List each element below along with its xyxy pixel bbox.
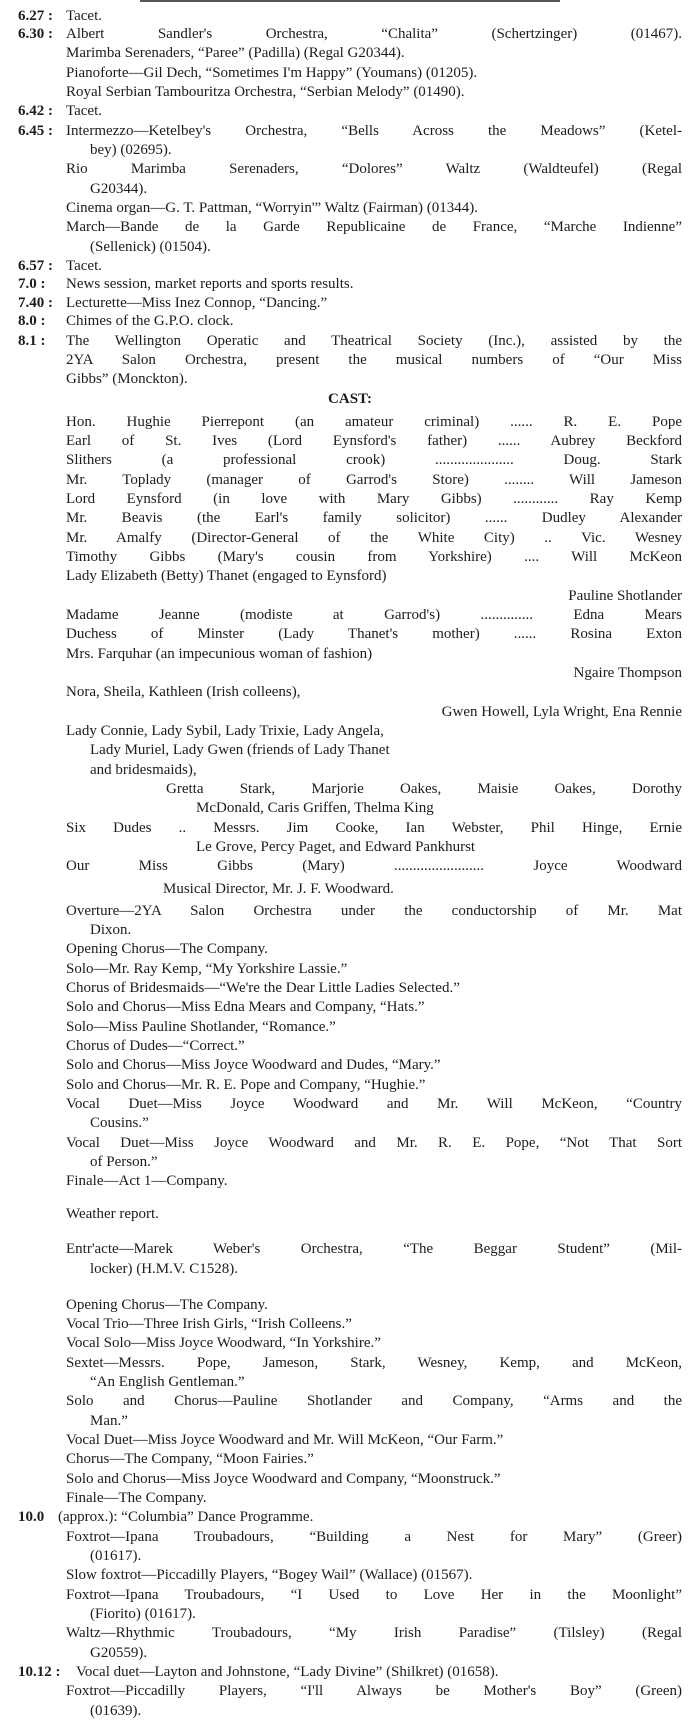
line-text: Gretta Stark, Marjorie Oakes, Maisie Oakes, Dorothy [166, 781, 682, 797]
line-text: CAST: [328, 391, 372, 407]
line-text: Solo—Mr. Ray Kemp, “My Yorkshire Lassie.” [66, 961, 348, 977]
programme-line [18, 624, 682, 644]
programme-line [18, 1681, 682, 1701]
programme-line [18, 256, 682, 276]
time-stamp: 6.30 : [18, 26, 53, 42]
line-text: Dixon. [90, 922, 132, 938]
programme-line [18, 1488, 682, 1508]
programme-line [18, 1662, 682, 1682]
programme-line [18, 997, 682, 1017]
line-text: Ngaire Thompson [573, 665, 682, 681]
time-stamp: 6.57 : [18, 258, 53, 274]
line-text: Vocal Duet—Miss Joyce Woodward and Mr. Will McKeon, “Our Farm.” [66, 1432, 504, 1448]
line-text: Lady Muriel, Lady Gwen (friends of Lady Thanet [90, 742, 390, 758]
programme-line [18, 6, 682, 26]
programme-line [18, 779, 682, 799]
programme-line [18, 63, 682, 83]
programme-line [18, 1333, 682, 1353]
top-rule [140, 0, 560, 2]
programme-line [18, 508, 682, 528]
line-text: Royal Serbian Tambouritza Orchestra, “Serbian Melody” (01490). [66, 84, 465, 100]
line-text: Solo and Chorus—Miss Joyce Woodward and Dudes, “Mary.” [66, 1057, 441, 1073]
line-text: Lady Connie, Lady Sybil, Lady Trixie, Lady Angela, [66, 723, 384, 739]
line-text: Gwen Howell, Lyla Wright, Ena Rennie [441, 704, 682, 720]
programme-line [18, 1094, 682, 1114]
line-text: News session, market reports and sports results. [66, 276, 354, 292]
line-text: Cousins.” [90, 1115, 149, 1131]
programme-line [18, 350, 682, 370]
line-text: Pauline Shotlander [568, 588, 682, 604]
time-stamp: 10.0 [18, 1509, 45, 1525]
programme-line [18, 431, 682, 451]
programme-line [18, 798, 682, 818]
programme-line [18, 978, 682, 998]
line-text: Chorus—The Company, “Moon Fairies.” [66, 1451, 314, 1467]
line-text: Musical Director, Mr. J. F. Woodward. [163, 881, 394, 897]
programme-line [18, 1527, 682, 1547]
programme-line [18, 1353, 682, 1373]
programme-line [18, 311, 682, 331]
line-text: Albert Sandler's Orchestra, “Chalita” (Schertzinger) (01467). [66, 26, 682, 42]
line-text: Entr'acte—Marek Weber's Orchestra, “The Beggar Student” (Mil- [66, 1241, 682, 1257]
programme-line [18, 1113, 682, 1133]
line-text: G20344). [90, 181, 148, 197]
programme-line [18, 1295, 682, 1315]
programme-line [18, 818, 682, 838]
programme-line [18, 82, 682, 102]
line-text: Lord Eynsford (in love with Mary Gibbs) ............ Ray Kemp [66, 491, 682, 507]
line-text: (01617). [90, 1548, 142, 1564]
programme-line [18, 1469, 682, 1489]
line-text: Pianoforte—Gil Dech, “Sometimes I'm Happy” (Youmans) (01205). [66, 65, 478, 81]
time-stamp: 7.40 : [18, 295, 53, 311]
programme-line [18, 1604, 682, 1624]
programme-line [18, 740, 682, 760]
programme-line [18, 237, 682, 257]
line-text: and bridesmaids), [90, 762, 197, 778]
programme-line [18, 1133, 682, 1153]
line-text: Foxtrot—Ipana Troubadours, “Building a Nest for Mary” (Greer) [66, 1529, 682, 1545]
programme-line [18, 586, 682, 606]
programme-line [18, 644, 682, 664]
line-text: Mrs. Farquhar (an impecunious woman of fashion) [66, 646, 373, 662]
programme-line [18, 1152, 682, 1172]
time-stamp: 6.27 : [18, 8, 53, 24]
line-text: Slow foxtrot—Piccadilly Players, “Bogey Wail” (Wallace) (01567). [66, 1567, 473, 1583]
programme-line [18, 1239, 682, 1259]
line-text: Chimes of the G.P.O. clock. [66, 313, 234, 329]
programme-line [18, 1701, 682, 1721]
programme-line [18, 1372, 682, 1392]
programme-line [18, 470, 682, 490]
programme-line [18, 140, 682, 160]
line-text: Timothy Gibbs (Mary's cousin from Yorkshire) .... Will McKeon [66, 549, 682, 565]
time-stamp: 8.1 : [18, 333, 46, 349]
line-text: Lady Elizabeth (Betty) Thanet (engaged to Eynsford) [66, 568, 387, 584]
programme-line [18, 101, 682, 121]
line-text: Cinema organ—G. T. Pattman, “Worryin'” Waltz (Fairman) (01344). [66, 200, 478, 216]
programme-line [18, 1036, 682, 1056]
line-text: Mr. Beavis (the Earl's family solicitor) ...... Dudley Alexander [66, 510, 682, 526]
line-text: Le Grove, Percy Paget, and Edward Pankhurst [196, 839, 476, 855]
programme-line [18, 837, 682, 857]
line-text: Opening Chorus—The Company. [66, 941, 268, 957]
time-stamp: 6.42 : [18, 103, 53, 119]
line-text: “An English Gentleman.” [90, 1374, 245, 1390]
line-text: (Sellenick) (01504). [90, 239, 211, 255]
programme-line [18, 1259, 682, 1279]
time-stamp: 7.0 : [18, 276, 46, 292]
programme-line [18, 412, 682, 432]
programme-line [18, 450, 682, 470]
programme-line [18, 721, 682, 741]
line-text: Vocal Trio—Three Irish Girls, “Irish Colleens.” [66, 1316, 352, 1332]
line-text: Our Miss Gibbs (Mary) ........................ Joyce Woodward [66, 858, 682, 874]
programme-line [18, 489, 682, 509]
line-text: Tacet. [66, 8, 103, 24]
programme-line [18, 1546, 682, 1566]
programme-line [18, 43, 682, 63]
line-text: Vocal Duet—Miss Joyce Woodward and Mr. R. E. Pope, “Not That Sort [66, 1135, 682, 1151]
line-text: Hon. Hughie Pierrepont (an amateur criminal) ...... R. E. Pope [66, 414, 682, 430]
programme-line [18, 1055, 682, 1075]
time-stamp: 8.0 : [18, 313, 46, 329]
line-text: 2YA Salon Orchestra, present the musical numbers of “Our Miss [66, 352, 682, 368]
line-text: Finale—The Company. [66, 1490, 207, 1506]
line-text: Sextet—Messrs. Pope, Jameson, Stark, Wesney, Kemp, and McKeon, [66, 1355, 682, 1371]
line-text: The Wellington Operatic and Theatrical Society (Inc.), assisted by the [66, 333, 682, 349]
line-text: Lecturette—Miss Inez Connop, “Dancing.” [66, 295, 328, 311]
line-text: locker) (H.M.V. C1528). [90, 1261, 239, 1277]
line-text: Nora, Sheila, Kathleen (Irish colleens), [66, 684, 301, 700]
line-text: Earl of St. Ives (Lord Eynsford's father) ...... Aubrey Beckford [66, 433, 682, 449]
line-text: Duchess of Minster (Lady Thanet's mother) ...... Rosina Exton [66, 626, 682, 642]
line-text: (approx.): “Columbia” Dance Programme. [58, 1509, 314, 1525]
programme-line [18, 879, 682, 899]
line-text: Solo and Chorus—Miss Joyce Woodward and Company, “Moonstruck.” [66, 1471, 501, 1487]
line-text: Opening Chorus—The Company. [66, 1297, 268, 1313]
line-text: Gibbs” (Monckton). [66, 371, 188, 387]
line-text: Chorus of Bridesmaids—“We're the Dear Little Ladies Selected.” [66, 980, 460, 996]
programme-line [18, 1314, 682, 1334]
line-text: Mr. Amalfy (Director-General of the White City) .. Vic. Wesney [66, 530, 682, 546]
programme-line [18, 179, 682, 199]
programme-line [18, 760, 682, 780]
programme-line [18, 547, 682, 567]
programme-line [18, 159, 682, 179]
line-text: Mr. Toplady (manager of Garrod's Store) ........ Will Jameson [66, 472, 682, 488]
programme-line [18, 217, 682, 237]
line-text: Chorus of Dudes—“Correct.” [66, 1038, 245, 1054]
programme-line [18, 566, 682, 586]
line-text: Intermezzo—Ketelbey's Orchestra, “Bells Across the Meadows” (Ketel- [66, 123, 682, 139]
programme-line [18, 1075, 682, 1095]
programme-line [18, 1430, 682, 1450]
line-text: Man.” [90, 1413, 128, 1429]
programme-line [18, 605, 682, 625]
programme-line [18, 369, 682, 389]
programme-line [18, 1204, 682, 1224]
programme-line [18, 1623, 682, 1643]
line-text: Tacet. [66, 103, 103, 119]
line-text: Waltz—Rhythmic Troubadours, “My Irish Paradise” (Tilsley) (Regal [66, 1625, 682, 1641]
line-text: G20559). [90, 1645, 148, 1661]
line-text: Weather report. [66, 1206, 159, 1222]
line-text: Tacet. [66, 258, 103, 274]
programme-line [18, 920, 682, 940]
line-text: Madame Jeanne (modiste at Garrod's) .............. Edna Mears [66, 607, 682, 623]
programme-line [18, 682, 682, 702]
programme-line [18, 198, 682, 218]
line-text: Slithers (a professional crook) ..................... Doug. Stark [66, 452, 682, 468]
programme-line [18, 331, 682, 351]
programme-line [18, 1391, 682, 1411]
programme-line [18, 1643, 682, 1663]
programme-line [18, 121, 682, 141]
line-text: Vocal Duet—Miss Joyce Woodward and Mr. Will McKeon, “Country [66, 1096, 682, 1112]
programme-line [18, 1171, 682, 1191]
programme-line [18, 959, 682, 979]
line-text: Foxtrot—Piccadilly Players, “I'll Always be Mother's Boy” (Green) [66, 1683, 682, 1699]
programme-line [18, 293, 682, 313]
programme-line [18, 901, 682, 921]
line-text: Rio Marimba Serenaders, “Dolores” Waltz (Waldteufel) (Regal [66, 161, 682, 177]
line-text: of Person.” [90, 1154, 158, 1170]
line-text: Foxtrot—Ipana Troubadours, “I Used to Love Her in the Moonlight” [66, 1587, 682, 1603]
line-text: (01639). [90, 1703, 142, 1719]
programme-line [18, 528, 682, 548]
line-text: (Fiorito) (01617). [90, 1606, 196, 1622]
programme-line [18, 274, 682, 294]
programme-line [18, 1017, 682, 1037]
time-stamp: 6.45 : [18, 123, 53, 139]
line-text: Overture—2YA Salon Orchestra under the conductorship of Mr. Mat [66, 903, 682, 919]
programme-line [18, 702, 682, 722]
programme-line [18, 1411, 682, 1431]
line-text: Solo and Chorus—Mr. R. E. Pope and Company, “Hughie.” [66, 1077, 426, 1093]
line-text: Finale—Act 1—Company. [66, 1173, 228, 1189]
time-stamp: 10.12 : [18, 1664, 61, 1680]
programme-line [18, 1507, 682, 1527]
line-text: Marimba Serenaders, “Paree” (Padilla) (Regal G20344). [66, 45, 405, 61]
programme-line [18, 1565, 682, 1585]
programme-line [18, 1585, 682, 1605]
line-text: Solo and Chorus—Miss Edna Mears and Company, “Hats.” [66, 999, 425, 1015]
programme-line [18, 663, 682, 683]
programme-line [18, 389, 682, 409]
programme-line [18, 24, 682, 44]
line-text: Vocal duet—Layton and Johnstone, “Lady Divine” (Shilkret) (01658). [76, 1664, 499, 1680]
line-text: bey) (02695). [90, 142, 172, 158]
line-text: March—Bande de la Garde Republicaine de France, “Marche Indienne” [66, 219, 682, 235]
line-text: Solo—Miss Pauline Shotlander, “Romance.” [66, 1019, 336, 1035]
line-text: Solo and Chorus—Pauline Shotlander and Company, “Arms and the [66, 1393, 682, 1409]
programme-line [18, 939, 682, 959]
line-text: McDonald, Caris Griffen, Thelma King [196, 800, 434, 816]
programme-line [18, 856, 682, 876]
line-text: Vocal Solo—Miss Joyce Woodward, “In Yorkshire.” [66, 1335, 381, 1351]
programme-line [18, 1449, 682, 1469]
line-text: Six Dudes .. Messrs. Jim Cooke, Ian Webster, Phil Hinge, Ernie [66, 820, 682, 836]
